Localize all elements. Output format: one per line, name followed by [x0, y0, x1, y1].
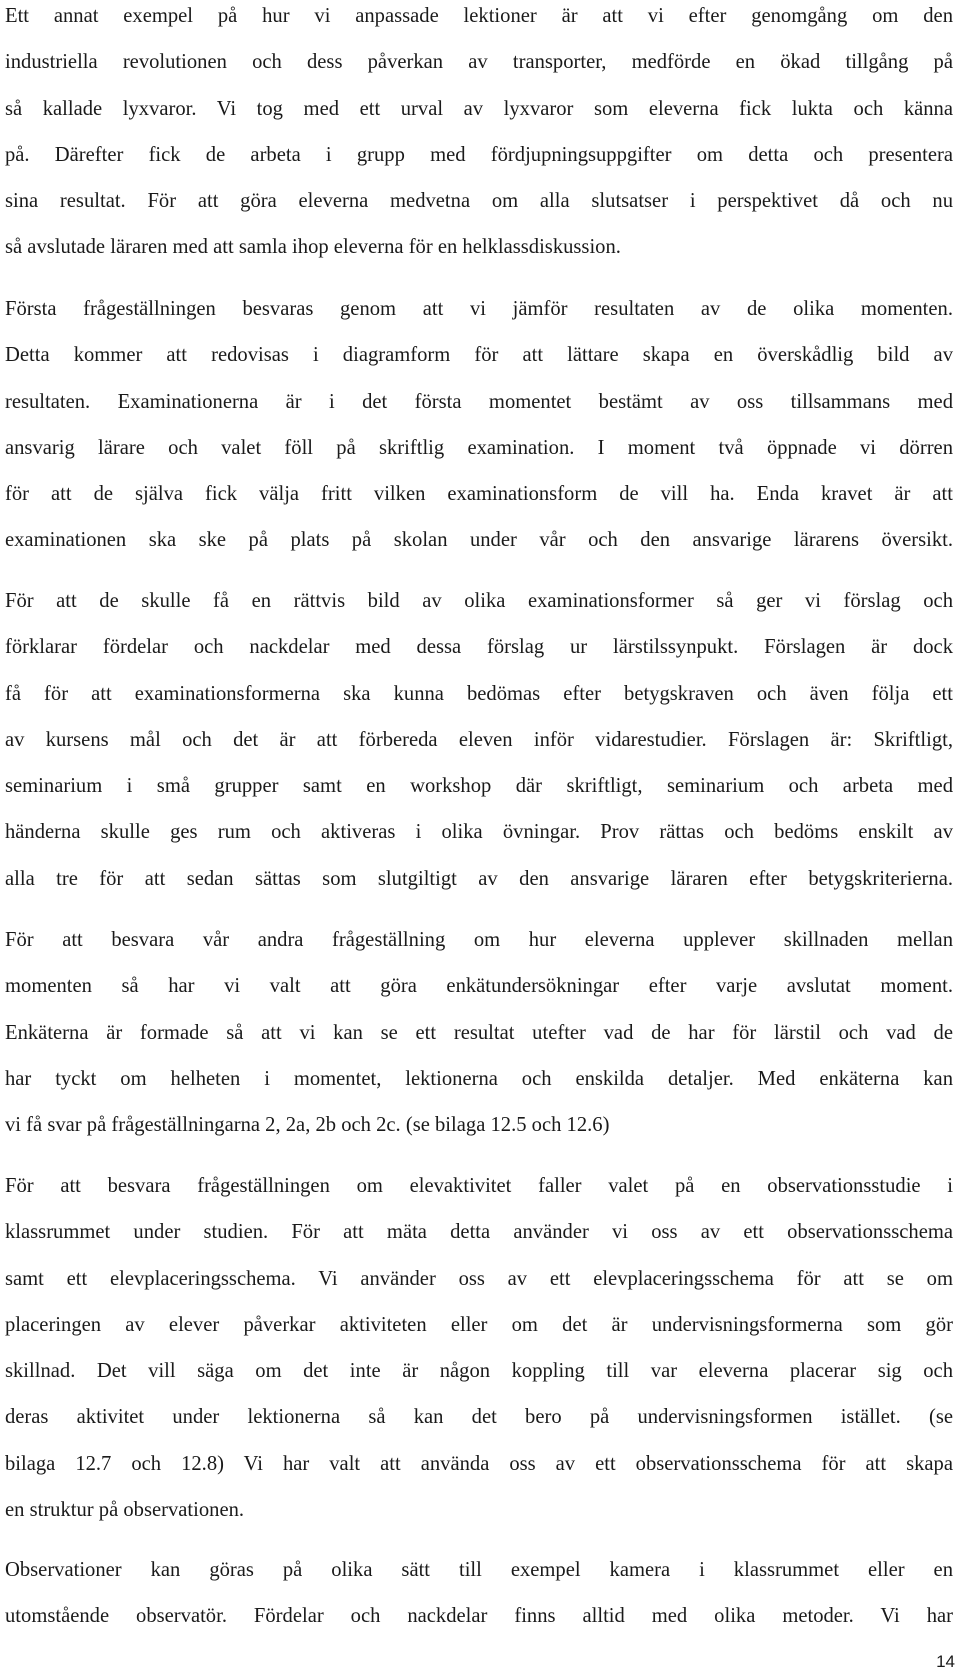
paragraph	[5, 578, 953, 902]
text-line: Första frågeställningen besvaras genom att vi jämför resultaten av de olika momenten.	[5, 298, 953, 320]
text-line: så kallade lyxvaror. Vi tog med ett urval av lyxvaror som eleverna fick lukta och känna	[5, 97, 953, 120]
text-line: För att besvara vår andra frågeställning om hur eleverna upplever skillnaden mellan	[5, 929, 953, 951]
text-line: förklarar fördelar och nackdelar med dessa förslag ur lärstilssynpukt. Förslagen är dock	[5, 636, 953, 659]
text-line: alla tre för att sedan sättas som slutgiltigt av den ansvarige läraren efter betygskriterierna.	[5, 867, 953, 890]
text-line: För att de skulle få en rättvis bild av olika examinationsformer så ger vi förslag och	[5, 590, 953, 612]
text-line: klassrummet under studien. För att mäta detta använder vi oss av ett observationsschema	[5, 1221, 953, 1244]
text-line: så avslutade läraren med att samla ihop eleverna för en helklassdiskussion.	[5, 236, 621, 259]
text-line: resultaten. Examinationerna är i det första momentet bestämt av oss tillsammans med	[5, 390, 953, 413]
text-line: sina resultat. För att göra eleverna medvetna om alla slutsatser i perspektivet då och nu	[5, 190, 953, 213]
paragraph	[5, 1163, 953, 1533]
text-line: Detta kommer att redovisas i diagramform för att lättare skapa en överskådlig bild av	[5, 344, 953, 367]
text-line: examinationen ska ske på plats på skolan under vår och den ansvarige lärarens översikt.	[5, 529, 953, 552]
text-line: utomstående observatör. Fördelar och nackdelar finns alltid med olika metoder. Vi har	[5, 1605, 953, 1628]
text-line: industriella revolutionen och dess påverkan av transporter, medförde en ökad tillgång på	[5, 51, 953, 74]
text-line: har tyckt om helheten i momentet, lektionerna och enskilda detaljer. Med enkäterna kan	[5, 1067, 953, 1090]
text-line: händerna skulle ges rum och aktiveras i olika övningar. Prov rättas och bedöms enskilt av	[5, 821, 953, 844]
text-line: Ett annat exempel på hur vi anpassade lektioner är att vi efter genomgång om den	[5, 5, 953, 27]
text-line: få för att examinationsformerna ska kunna bedömas efter betygskraven och även följa ett	[5, 682, 953, 705]
paragraph	[5, 286, 953, 564]
text-line: en struktur på observationen.	[5, 1499, 245, 1522]
text-line: för att de själva fick välja fritt vilken examinationsform de vill ha. Enda kravet är att	[5, 483, 953, 506]
paragraph	[5, 1547, 953, 1640]
text-line: För att besvara frågeställningen om elevaktivitet faller valet på en observationsstudie i	[5, 1175, 953, 1197]
text-line: momenten så har vi valt att göra enkätundersökningar efter varje avslutat moment.	[5, 975, 953, 998]
paragraph	[5, 917, 953, 1148]
text-line: placeringen av elever påverkar aktiviteten eller om det är undervisningsformerna som gör	[5, 1313, 953, 1336]
text-line: bilaga 12.7 och 12.8) Vi har valt att använda oss av ett observationsschema för att skapa	[5, 1452, 953, 1475]
text-line: ansvarig lärare och valet föll på skriftlig examination. I moment två öppnade vi dörren	[5, 436, 953, 459]
text-line: på. Därefter fick de arbeta i grupp med fördjupningsuppgifter om detta och presentera	[5, 143, 953, 166]
text-line: vi få svar på frågeställningarna 2, 2a, 2b och 2c. (se bilaga 12.5 och 12.6)	[5, 1114, 610, 1137]
text-line: Enkäterna är formade så att vi kan se ett resultat utefter vad de har för lärstil och vad de	[5, 1021, 953, 1044]
text-line: av kursens mål och det är att förbereda eleven inför vidarestudier. Förslagen är: Skriftligt,	[5, 728, 953, 751]
text-line: samt ett elevplaceringsschema. Vi använder oss av ett elevplaceringsschema för att se om	[5, 1267, 953, 1290]
text-line: deras aktivitet under lektionerna så kan det bero på undervisningsformen istället. (se	[5, 1406, 953, 1429]
page-number: 14	[936, 1652, 955, 1671]
text-line: skillnad. Det vill säga om det inte är någon koppling till var eleverna placerar sig och	[5, 1360, 953, 1383]
text-line: Observationer kan göras på olika sätt till exempel kamera i klassrummet eller en	[5, 1559, 953, 1581]
paragraph	[5, 0, 953, 271]
text-line: seminarium i små grupper samt en workshop där skriftligt, seminarium och arbeta med	[5, 775, 953, 798]
